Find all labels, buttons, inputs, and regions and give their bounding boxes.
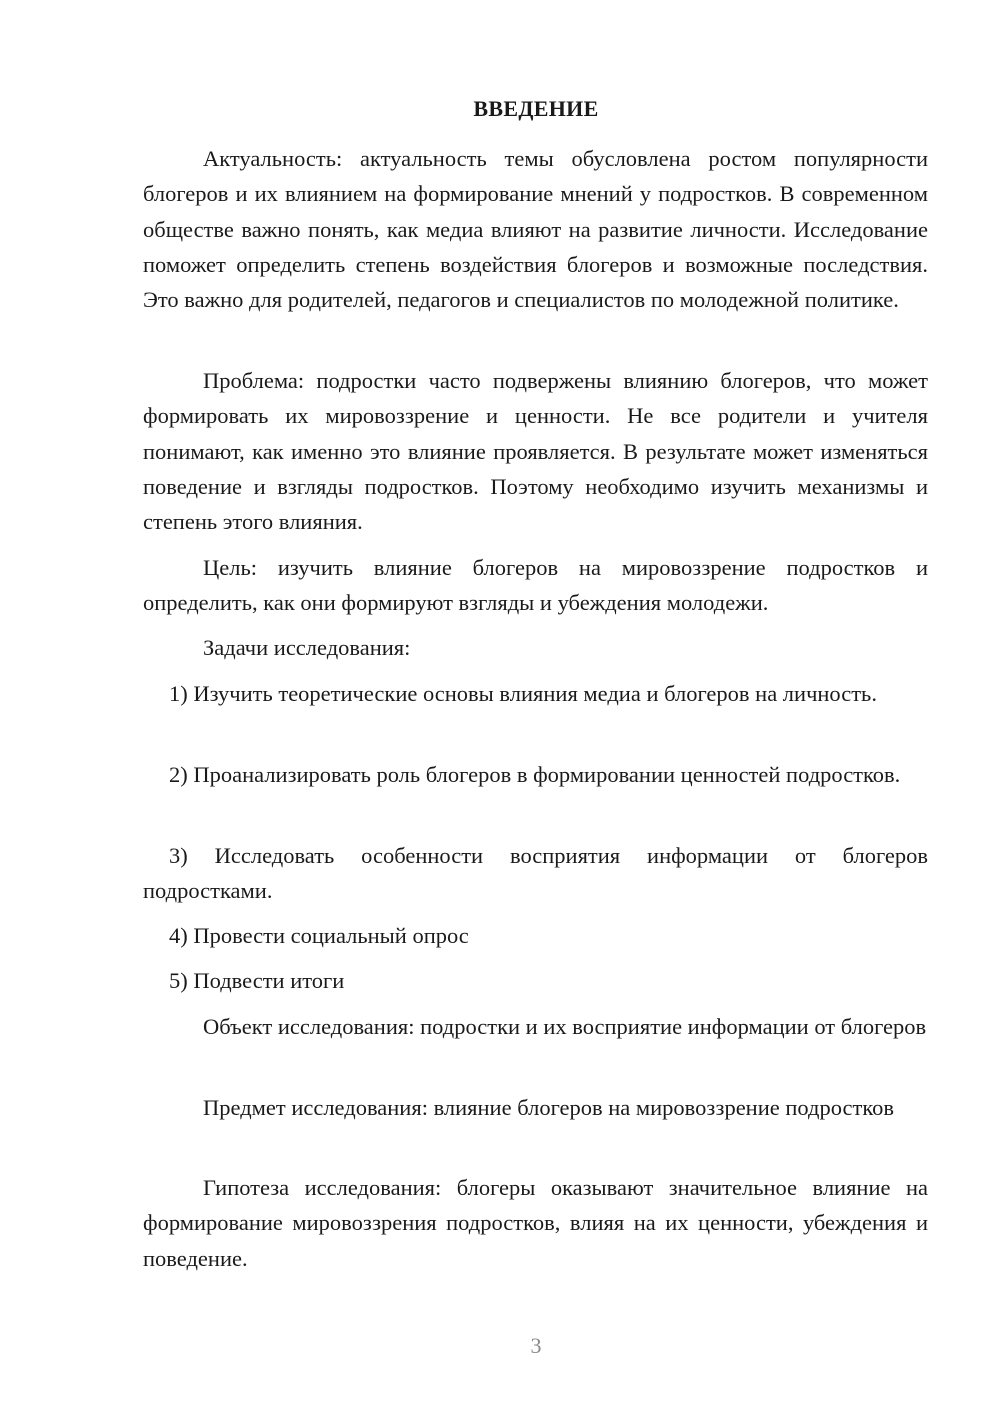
list-item-task-5: 5) Подвести итоги [169,968,345,993]
page-number: 3 [530,1333,542,1358]
paragraph-subject: Предмет исследования: влияние блогеров на мировоззрение подростков [203,1095,895,1120]
paragraph-object: Объект исследования: подростки и их восприятие информации от блогеров [203,1014,927,1039]
section-title: ВВЕДЕНИЕ [473,96,599,121]
list-item-task-3: 3) Исследовать особенности восприятия информации от блогеров подростками. [143,843,928,904]
list-item-task-1: 1) Изучить теоретические основы влияния медиа и блогеров на личность. [169,681,877,706]
list-item-task-2: 2) Проанализировать роль блогеров в формировании ценностей подростков. [169,762,901,787]
list-item-task-4: 4) Провести социальный опрос [169,923,469,948]
paragraph-tasks-heading: Задачи исследования: [203,635,411,660]
paragraph-problem: Проблема: подростки часто подвержены влиянию блогеров, что может формировать их мировоззрение и ценности. Не все родители и учителя понимают, как именно это влияние проявляется. В результате может изменяться поведение и взгляды подростков. Поэтому необходимо изучить механизмы и степень этого влияния. [143,368,928,535]
paragraph-hypothesis: Гипотеза исследования: блогеры оказывают значительное влияние на формирование мировоззрения подростков, влияя на их ценности, убеждения и поведение. [143,1175,928,1271]
paragraph-relevance: Актуальность: актуальность темы обусловлена ростом популярности блогеров и их влиянием на формирование мнений у подростков. В современном обществе важно понять, как медиа влияют на развитие личности. Исследование поможет определить степень воздействия блогеров и возможные последствия. Это важно для родителей, педагогов и специалистов по молодежной политике. [143,146,928,313]
paragraph-goal: Цель: изучить влияние блогеров на мировоззрение подростков и определить, как они формируют взгляды и убеждения молодежи. [143,555,928,616]
